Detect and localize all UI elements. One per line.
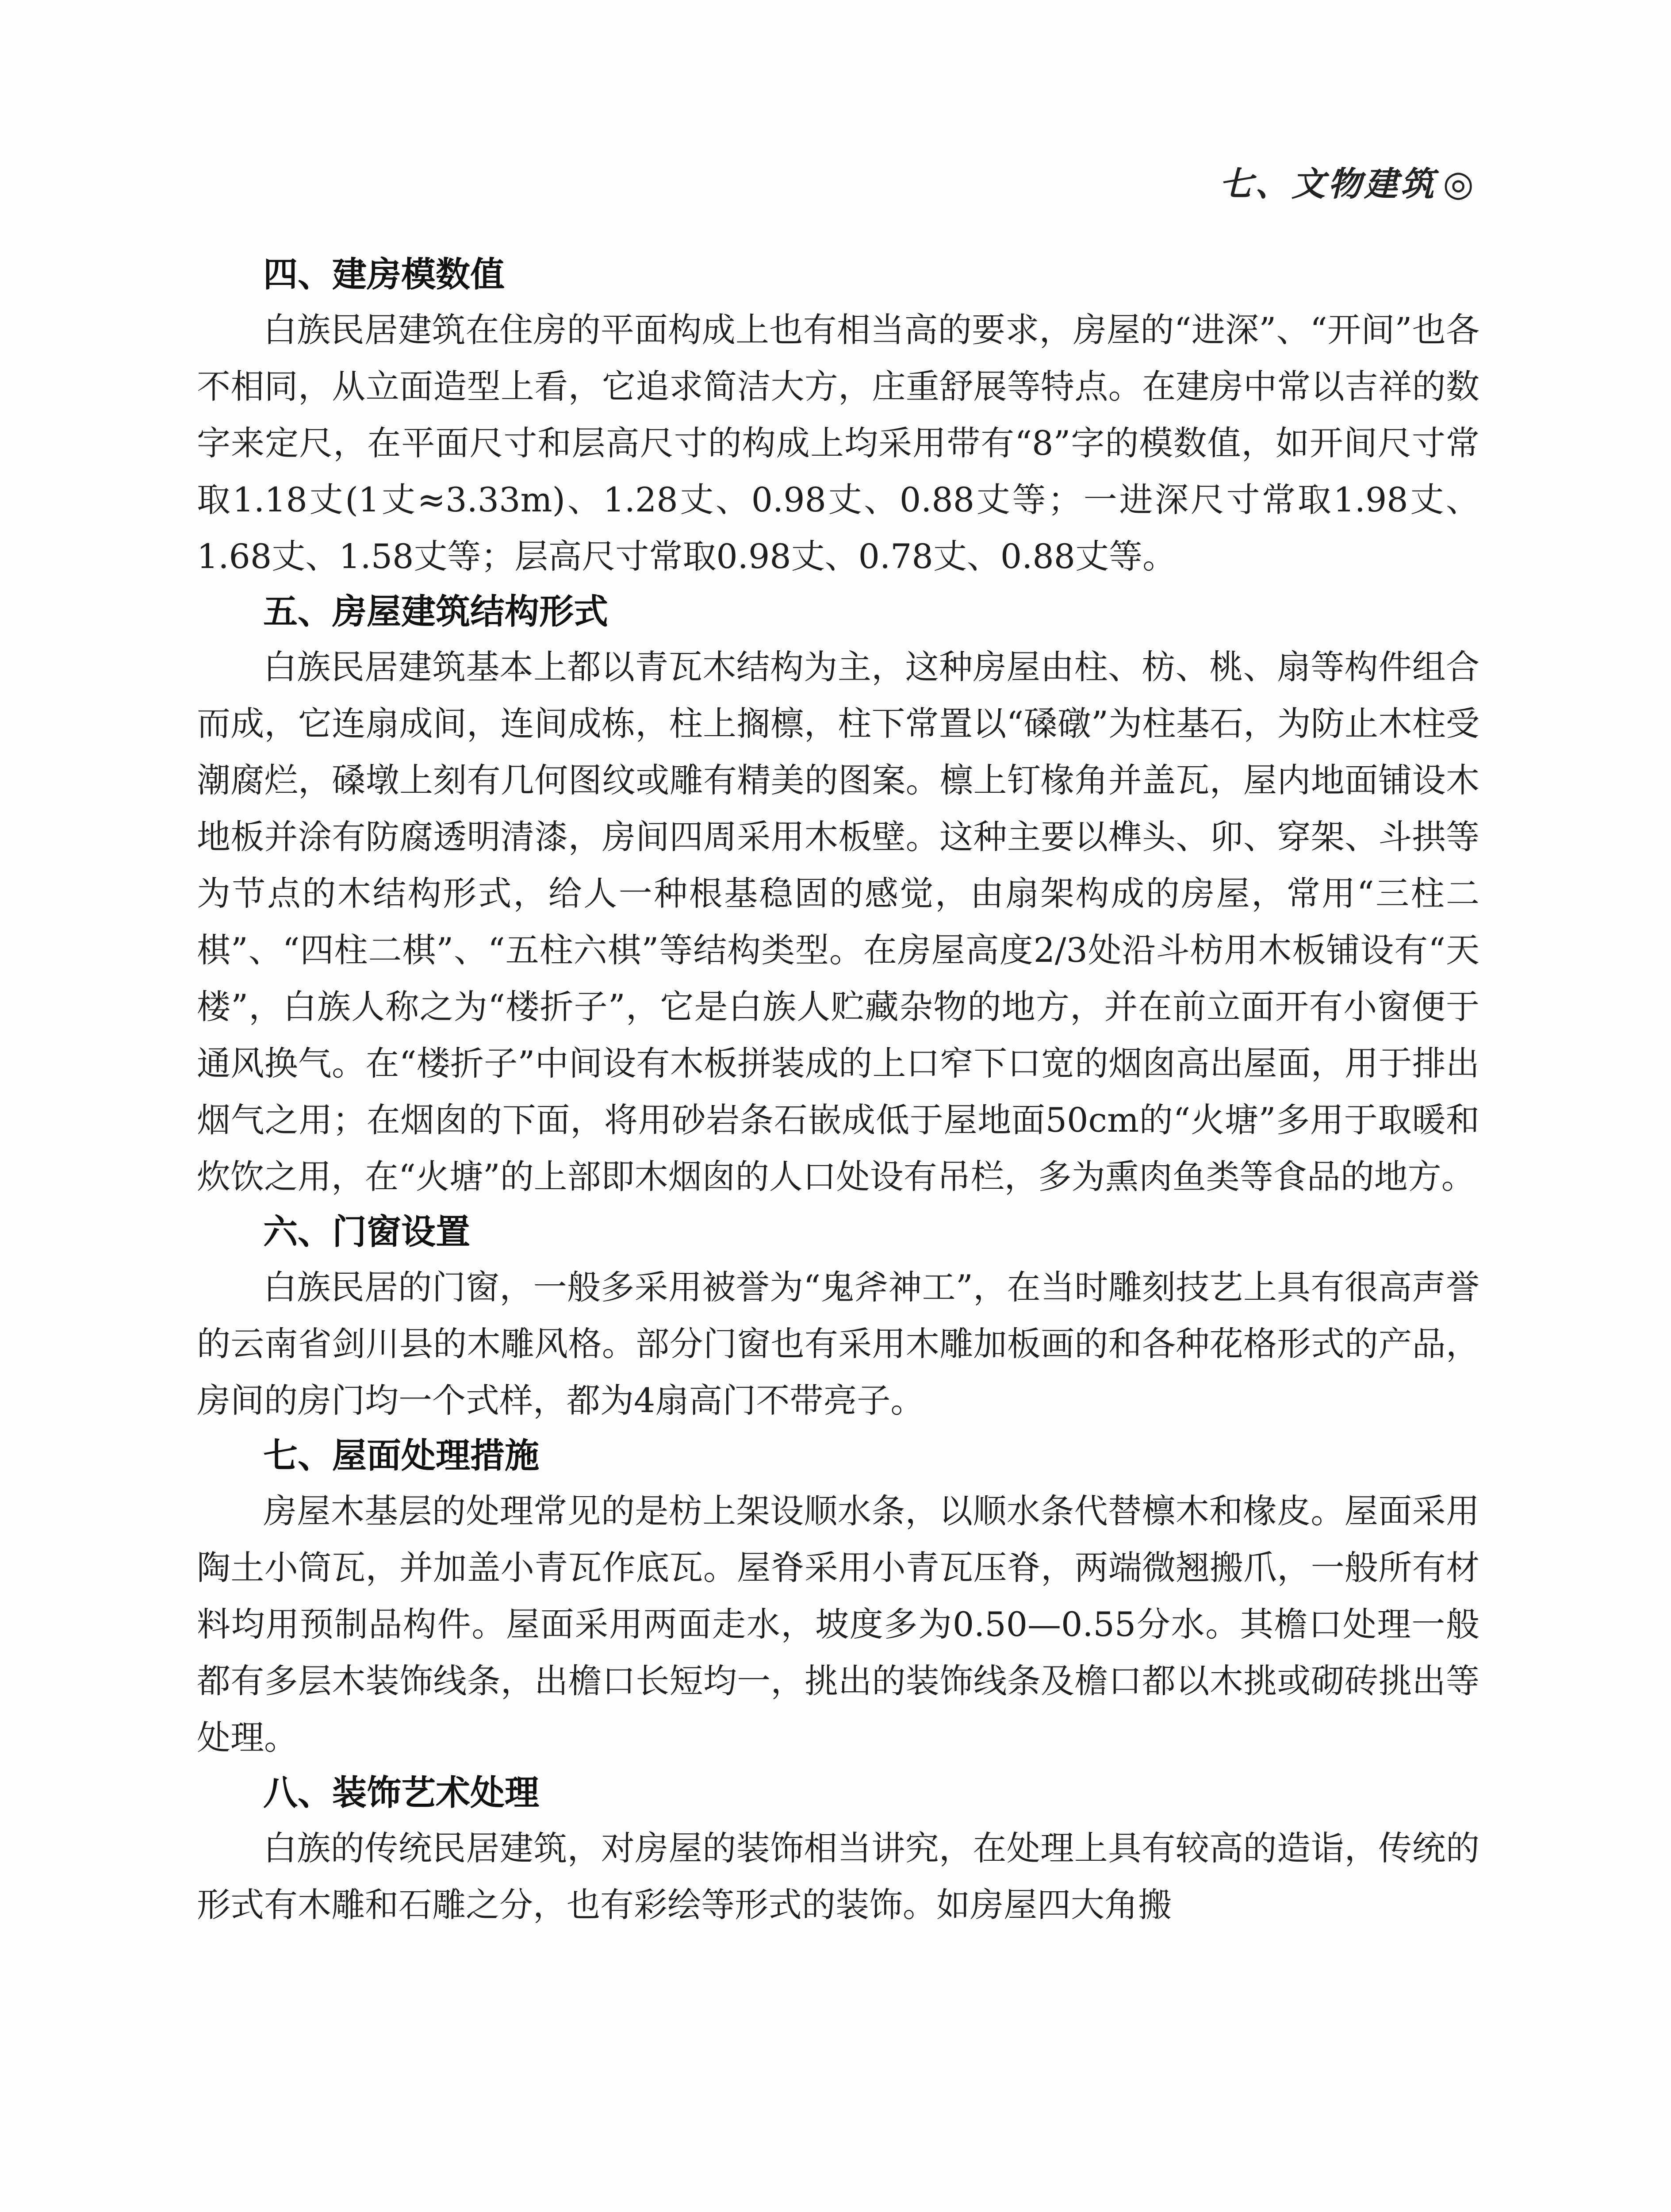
section-structure <box>197 585 1479 1205</box>
circle-mark-icon: ◎ <box>1443 163 1476 204</box>
body-text <box>197 248 1479 1933</box>
section-paragraph: 白族民居建筑在住房的平面构成上也有相当高的要求，房屋的“进深”、“开间”也各不相同，从立面造型上看，它追求简洁大方，庄重舒展等特点。在建房中常以吉祥的数字来定尺，在平面尺寸和层高尺寸的构成上均采用带有“8”字的模数值，如开间尺寸常取1.18丈(1丈≈3.33m)、1.28丈、0.98丈、0.88丈等；一进深尺寸常取1.98丈、1.68丈、1.58丈等；层高尺寸常取0.98丈、0.78丈、0.88丈等。 <box>197 310 1479 576</box>
section-doors-windows <box>197 1205 1479 1429</box>
section-paragraph: 白族民居建筑基本上都以青瓦木结构为主，这种房屋由柱、枋、桃、扇等构件组合而成，它连扇成间，连间成栋，柱上搁檩，柱下常置以“磉礅”为柱基石，为防止木柱受潮腐烂，磉墩上刻有几何图纹或雕有精美的图案。檩上钉椽角并盖瓦，屋内地面铺设木地板并涂有防腐透明清漆，房间四周采用木板壁。这种主要以榫头、卯、穿架、斗拱等为节点的木结构形式，给人一种根基稳固的感觉，由扇架构成的房屋，常用“三柱二棋”、“四柱二棋”、“五柱六棋”等结构类型。在房屋高度2/3处沿斗枋用木板铺设有“天楼”，白族人称之为“楼折子”，它是白族人贮藏杂物的地方，并在前立面开有小窗便于通风换气。在“楼折子”中间设有木板拼装成的上口窄下口宽的烟囱高出屋面，用于排出烟气之用；在烟囱的下面，将用砂岩条石嵌成低于屋地面50cm的“火塘”多用于取暖和炊饮之用，在“火塘”的上部即木烟囱的人口处设有吊栏，多为熏肉鱼类等食品的地方。 <box>197 647 1479 1196</box>
section-modulus <box>197 248 1479 585</box>
section-heading: 八、装饰艺术处理 <box>263 1773 540 1813</box>
section-paragraph: 白族民居的门窗，一般多采用被誉为“鬼斧神工”，在当时雕刻技艺上具有很高声誉的云南省剑川县的木雕风格。部分门窗也有采用木雕加板画的和各种花格形式的产品，房间的房门均一个式样，都为4扇高门不带亮子。 <box>197 1267 1479 1420</box>
section-paragraph: 白族的传统民居建筑，对房屋的装饰相当讲究，在处理上具有较高的造诣，传统的形式有木雕和石雕之分，也有彩绘等形式的装饰。如房屋四大角搬 <box>197 1828 1479 1924</box>
section-roof <box>197 1429 1479 1766</box>
section-heading: 四、建房模数值 <box>263 255 505 295</box>
chapter-title: 七、文物建筑 <box>1219 164 1437 204</box>
section-heading: 七、屋面处理措施 <box>263 1436 540 1476</box>
section-decoration <box>197 1766 1479 1933</box>
section-heading: 五、房屋建筑结构形式 <box>263 592 609 632</box>
running-header <box>1219 157 1476 205</box>
section-heading: 六、门窗设置 <box>263 1212 471 1252</box>
section-paragraph: 房屋木基层的处理常见的是枋上架设顺水条，以顺水条代替檩木和椽皮。屋面采用陶土小筒瓦，并加盖小青瓦作底瓦。屋脊采用小青瓦压脊，两端微翘搬爪，一般所有材料均用预制品构件。屋面采用两面走水，坡度多为0.50—0.55分水。其檐口处理一般都有多层木装饰线条，出檐口长短均一，挑出的装饰线条及檐口都以木挑或砌砖挑出等处理。 <box>197 1491 1479 1757</box>
